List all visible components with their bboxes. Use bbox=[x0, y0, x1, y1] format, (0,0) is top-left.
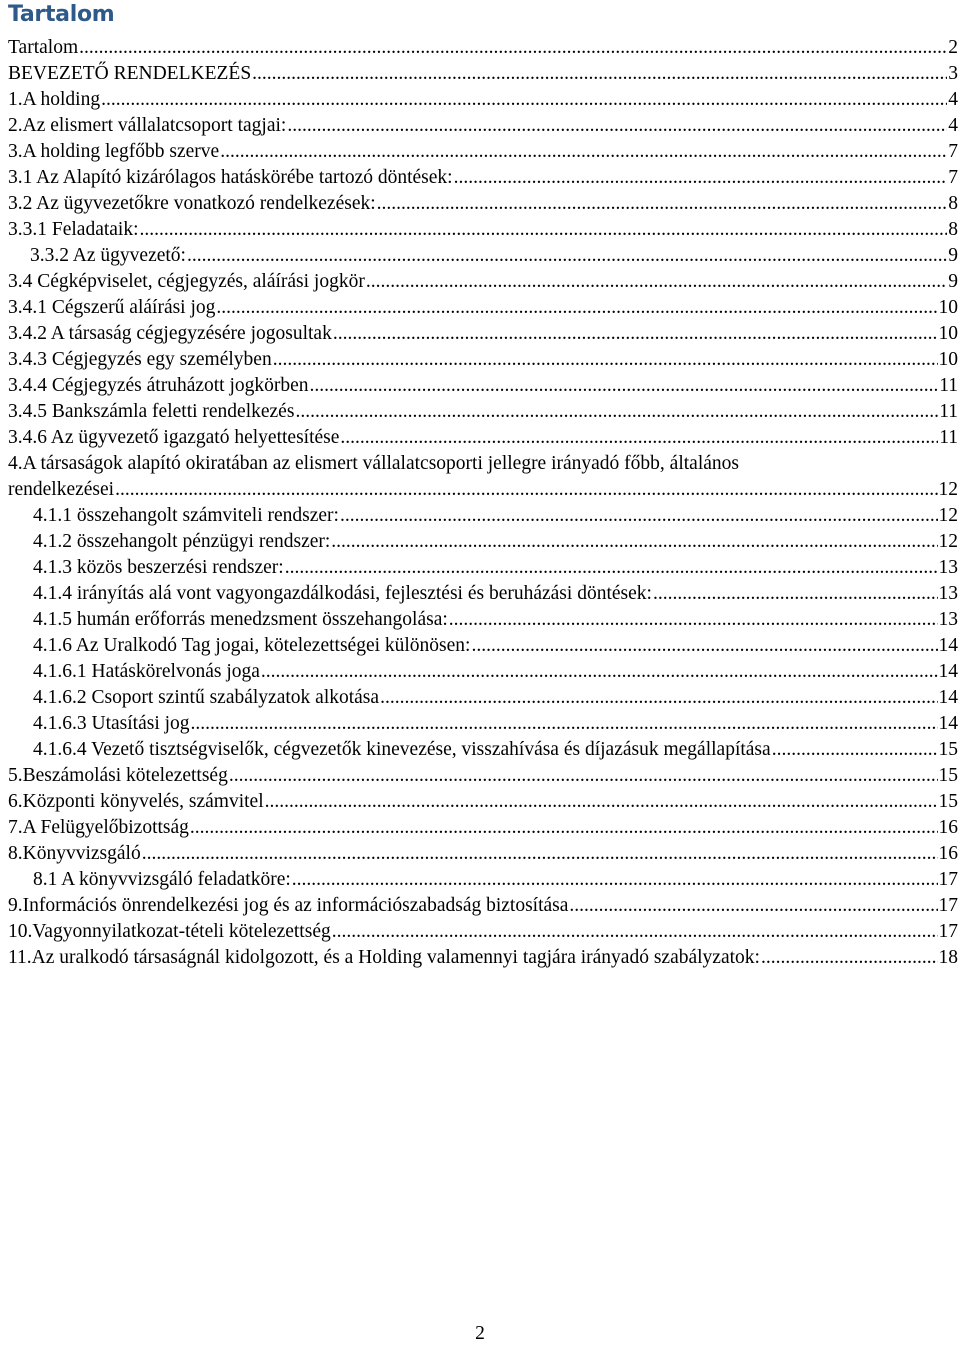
toc-entry-row bbox=[8, 633, 958, 659]
toc-entry-row bbox=[8, 737, 958, 763]
toc-entry-label: 8.1 A könyvvizsgáló feladatköre: bbox=[33, 869, 291, 890]
toc-entry-row bbox=[8, 295, 958, 321]
toc-entry-row bbox=[8, 893, 958, 919]
toc-entry-row bbox=[8, 321, 958, 347]
toc-entry-page: 11 bbox=[939, 375, 958, 396]
toc-entry-label: rendelkezései bbox=[8, 479, 115, 500]
toc-entry-label: 5.Beszámolási kötelezettség bbox=[8, 765, 228, 786]
toc-entry-label: 3.3.2 Az ügyvezető: bbox=[30, 245, 186, 266]
toc-entry-row bbox=[8, 503, 958, 529]
dot-leader bbox=[101, 87, 947, 113]
toc-entry[interactable] bbox=[8, 685, 958, 711]
toc-entry-label: 2.Az elismert vállalatcsoport tagjai: bbox=[8, 115, 287, 136]
toc-entry[interactable] bbox=[8, 581, 958, 607]
toc-entry-page: 4 bbox=[948, 89, 958, 110]
toc-entry-row bbox=[8, 581, 958, 607]
toc-entry-label: Tartalom bbox=[8, 37, 79, 58]
toc-entry-label: 6.Központi könyvelés, számvitel bbox=[8, 791, 264, 812]
dot-leader bbox=[190, 815, 938, 841]
toc-entry[interactable] bbox=[8, 763, 958, 789]
toc-entry-row bbox=[8, 841, 958, 867]
toc-entry-row bbox=[8, 191, 958, 217]
toc-entry-page: 17 bbox=[938, 869, 958, 890]
toc-entry-row bbox=[8, 945, 958, 971]
toc-entry-page: 12 bbox=[938, 505, 958, 526]
toc-entry[interactable] bbox=[8, 815, 958, 841]
dot-leader bbox=[331, 529, 937, 555]
toc-entry[interactable] bbox=[8, 217, 958, 243]
toc-entry-label: 9.Információs önrendelkezési jog és az információszabadság biztosítása bbox=[8, 895, 569, 916]
toc-entry-page: 8 bbox=[948, 193, 958, 214]
dot-leader bbox=[265, 789, 938, 815]
toc-entry-page: 18 bbox=[938, 947, 958, 968]
toc-entry-page: 8 bbox=[948, 219, 958, 240]
dot-leader bbox=[340, 503, 938, 529]
toc-entry[interactable] bbox=[8, 607, 958, 633]
dot-leader bbox=[333, 321, 938, 347]
toc-entry-label: 4.1.1 összehangolt számviteli rendszer: bbox=[33, 505, 339, 526]
toc-entry-page: 15 bbox=[938, 791, 958, 812]
toc-entry[interactable] bbox=[8, 165, 958, 191]
toc-entry[interactable] bbox=[8, 61, 958, 87]
toc-entry[interactable] bbox=[8, 113, 958, 139]
toc-entry[interactable] bbox=[8, 399, 958, 425]
toc-entry-label: BEVEZETŐ RENDELKEZÉS bbox=[8, 63, 252, 84]
toc-entry-page: 13 bbox=[938, 609, 958, 630]
toc-entry-row bbox=[8, 399, 958, 425]
toc-entry[interactable] bbox=[8, 633, 958, 659]
toc-entry[interactable] bbox=[8, 737, 958, 763]
toc-entry-label: 8.Könyvvizsgáló bbox=[8, 843, 141, 864]
toc-entry[interactable] bbox=[8, 243, 958, 269]
toc-entry-page: 9 bbox=[948, 245, 958, 266]
toc-entry-row bbox=[8, 555, 958, 581]
toc-entry-page: 15 bbox=[938, 765, 958, 786]
toc-entry-label: 4.1.6.3 Utasítási jog bbox=[33, 713, 190, 734]
toc-entry-page: 7 bbox=[948, 141, 958, 162]
toc-entry-page: 10 bbox=[938, 297, 958, 318]
toc-entry-page: 13 bbox=[938, 583, 958, 604]
toc-entry[interactable] bbox=[8, 529, 958, 555]
toc-entry[interactable] bbox=[8, 191, 958, 217]
table-of-contents bbox=[8, 35, 958, 971]
dot-leader bbox=[140, 217, 948, 243]
toc-entry-row bbox=[8, 113, 958, 139]
toc-entry-label: 4.1.6.4 Vezető tisztségviselők, cégvezetők kinevezése, visszahívása és díjazásuk megállapítása bbox=[33, 739, 771, 760]
toc-entry-label: 4.1.6.2 Csoport szintű szabályzatok alkotása bbox=[33, 687, 380, 708]
toc-entry-label: 3.4.6 Az ügyvezető igazgató helyettesítése bbox=[8, 427, 340, 448]
toc-entry-row bbox=[8, 919, 958, 945]
toc-entry-page: 7 bbox=[948, 167, 958, 188]
dot-leader bbox=[287, 113, 947, 139]
toc-entry-label: 11.Az uralkodó társaságnál kidolgozott, és a Holding valamennyi tagjára irányadó szabályzatok: bbox=[8, 947, 760, 968]
toc-entry-label: 7.A Felügyelőbizottság bbox=[8, 817, 189, 838]
dot-leader bbox=[216, 295, 937, 321]
toc-entry-page: 3 bbox=[948, 63, 958, 84]
toc-entry-page: 16 bbox=[938, 817, 958, 838]
toc-entry-row bbox=[8, 477, 958, 503]
toc-entry[interactable] bbox=[8, 867, 958, 893]
toc-entry[interactable] bbox=[8, 893, 958, 919]
toc-entry-page: 17 bbox=[938, 895, 958, 916]
toc-entry-page: 12 bbox=[938, 531, 958, 552]
toc-entry-label: 3.2 Az ügyvezetőkre vonatkozó rendelkezések: bbox=[8, 193, 376, 214]
toc-entry[interactable] bbox=[8, 503, 958, 529]
toc-heading: Tartalom bbox=[8, 2, 115, 27]
toc-entry-row bbox=[8, 763, 958, 789]
toc-entry-label: 4.1.6.1 Hatáskörelvonás joga bbox=[33, 661, 260, 682]
toc-entry-row bbox=[8, 35, 958, 61]
toc-entry[interactable] bbox=[8, 35, 958, 61]
toc-entry-row bbox=[8, 815, 958, 841]
dot-leader bbox=[142, 841, 938, 867]
toc-entry-row bbox=[8, 217, 958, 243]
toc-entry-label: 10.Vagyonnyilatkozat-tételi kötelezettség bbox=[8, 921, 331, 942]
toc-entry-label: 3.4.3 Cégjegyzés egy személyben bbox=[8, 349, 272, 370]
dot-leader bbox=[273, 347, 938, 373]
toc-entry-page: 13 bbox=[938, 557, 958, 578]
dot-leader bbox=[220, 139, 947, 165]
toc-entry-row bbox=[8, 347, 958, 373]
dot-leader bbox=[229, 763, 938, 789]
dot-leader bbox=[340, 425, 938, 451]
toc-entry[interactable] bbox=[8, 425, 958, 451]
dot-leader bbox=[471, 633, 937, 659]
toc-entry-label: 3.4.2 A társaság cégjegyzésére jogosultak bbox=[8, 323, 332, 344]
toc-entry-page: 11 bbox=[939, 427, 958, 448]
toc-entry-row bbox=[8, 87, 958, 113]
dot-leader bbox=[252, 61, 947, 87]
toc-entry-row bbox=[8, 61, 958, 87]
toc-entry[interactable] bbox=[8, 373, 958, 399]
toc-entry[interactable] bbox=[8, 295, 958, 321]
toc-entry[interactable] bbox=[8, 139, 958, 165]
toc-entry-label: 4.1.3 közös beszerzési rendszer: bbox=[33, 557, 284, 578]
toc-entry-row bbox=[8, 867, 958, 893]
dot-leader bbox=[79, 35, 947, 61]
toc-entry-page: 9 bbox=[948, 271, 958, 292]
dot-leader bbox=[653, 581, 938, 607]
toc-entry[interactable] bbox=[8, 269, 958, 295]
toc-entry-page: 2 bbox=[948, 37, 958, 58]
toc-entry-label: 3.4.4 Cégjegyzés átruházott jogkörben bbox=[8, 375, 309, 396]
dot-leader bbox=[761, 945, 938, 971]
toc-entry-label: 4.1.2 összehangolt pénzügyi rendszer: bbox=[33, 531, 331, 552]
toc-entry-label: 4.1.5 humán erőforrás menedzsment összehangolása: bbox=[33, 609, 448, 630]
toc-entry[interactable] bbox=[8, 87, 958, 113]
toc-entry-page: 16 bbox=[938, 843, 958, 864]
dot-leader bbox=[366, 269, 947, 295]
toc-entry-label: 3.3.1 Feladataik: bbox=[8, 219, 139, 240]
toc-entry-row bbox=[8, 425, 958, 451]
dot-leader bbox=[380, 685, 937, 711]
toc-entry-row bbox=[8, 607, 958, 633]
toc-entry-label: 3.4.5 Bankszámla feletti rendelkezés bbox=[8, 401, 295, 422]
toc-entry-row bbox=[8, 529, 958, 555]
toc-entry-page: 10 bbox=[938, 349, 958, 370]
toc-entry[interactable] bbox=[8, 451, 958, 503]
dot-leader bbox=[292, 867, 938, 893]
toc-entry[interactable] bbox=[8, 659, 958, 685]
toc-entry-label-line: 4.A társaságok alapító okiratában az elismert vállalatcsoporti jellegre irányadó főbb, általános bbox=[8, 453, 739, 474]
toc-entry-label: 4.1.6 Az Uralkodó Tag jogai, kötelezettségei különösen: bbox=[33, 635, 471, 656]
toc-entry-page: 14 bbox=[938, 661, 958, 682]
dot-leader bbox=[449, 607, 938, 633]
toc-entry[interactable] bbox=[8, 321, 958, 347]
dot-leader bbox=[187, 243, 947, 269]
toc-entry-row bbox=[8, 269, 958, 295]
dot-leader bbox=[310, 373, 939, 399]
toc-entry[interactable] bbox=[8, 945, 958, 971]
toc-entry[interactable] bbox=[8, 347, 958, 373]
dot-leader bbox=[569, 893, 937, 919]
toc-entry-page: 12 bbox=[938, 479, 958, 500]
toc-entry-label: 3.1 Az Alapító kizárólagos hatáskörébe tartozó döntések: bbox=[8, 167, 453, 188]
toc-entry-row bbox=[8, 711, 958, 737]
dot-leader bbox=[285, 555, 938, 581]
toc-entry-label: 4.1.4 irányítás alá vont vagyongazdálkodási, fejlesztési és beruházási döntések: bbox=[33, 583, 652, 604]
toc-entry-page: 14 bbox=[938, 687, 958, 708]
toc-entry-page: 17 bbox=[938, 921, 958, 942]
toc-entry-row bbox=[8, 685, 958, 711]
toc-entry-row bbox=[8, 789, 958, 815]
toc-entry-row bbox=[8, 659, 958, 685]
toc-entry-label: 3.A holding legfőbb szerve bbox=[8, 141, 220, 162]
toc-entry[interactable] bbox=[8, 789, 958, 815]
toc-entry[interactable] bbox=[8, 711, 958, 737]
dot-leader bbox=[377, 191, 948, 217]
dot-leader bbox=[191, 711, 938, 737]
toc-entry-row bbox=[8, 373, 958, 399]
dot-leader bbox=[454, 165, 948, 191]
dot-leader bbox=[295, 399, 938, 425]
toc-entry-page: 14 bbox=[938, 713, 958, 734]
toc-entry[interactable] bbox=[8, 841, 958, 867]
toc-entry-page: 10 bbox=[938, 323, 958, 344]
toc-entry-page: 4 bbox=[948, 115, 958, 136]
toc-entry-page: 14 bbox=[938, 635, 958, 656]
toc-entry-page: 11 bbox=[939, 401, 958, 422]
toc-entry-page: 15 bbox=[938, 739, 958, 760]
toc-entry-label: 3.4.1 Cégszerű aláírási jog bbox=[8, 297, 216, 318]
dot-leader bbox=[772, 737, 938, 763]
toc-entry-label: 3.4 Cégképviselet, cégjegyzés, aláírási jogkör bbox=[8, 271, 365, 292]
toc-entry[interactable] bbox=[8, 555, 958, 581]
dot-leader bbox=[115, 477, 937, 503]
page-number: 2 bbox=[475, 1323, 485, 1344]
dot-leader bbox=[261, 659, 938, 685]
toc-entry-row bbox=[8, 139, 958, 165]
dot-leader bbox=[332, 919, 938, 945]
toc-entry[interactable] bbox=[8, 919, 958, 945]
toc-entry-row bbox=[8, 165, 958, 191]
toc-entry-label: 1.A holding bbox=[8, 89, 101, 110]
toc-entry-row bbox=[8, 243, 958, 269]
